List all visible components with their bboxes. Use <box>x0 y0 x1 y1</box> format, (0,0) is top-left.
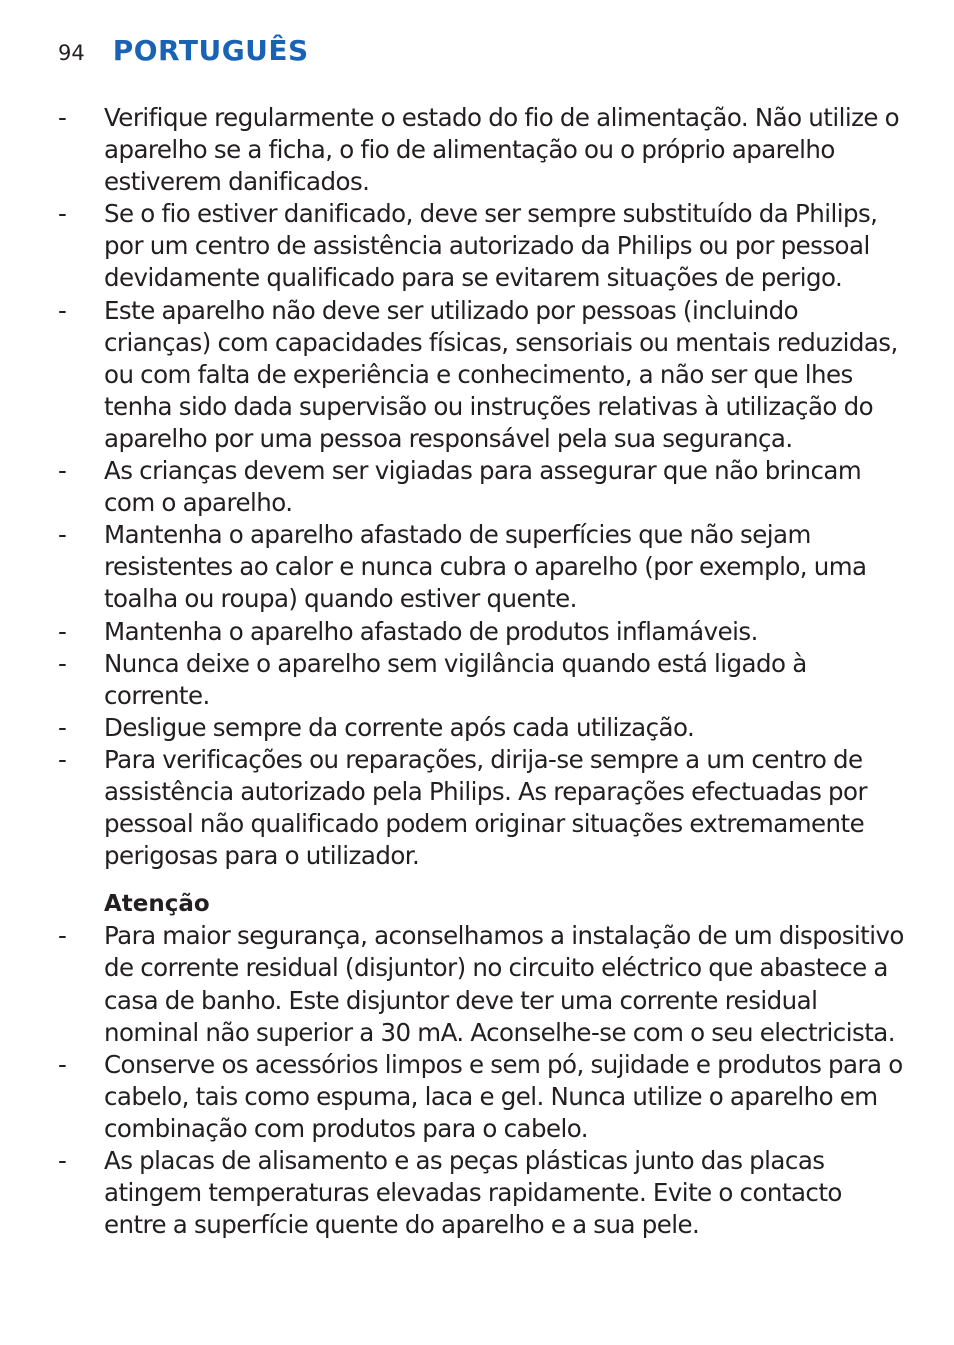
caution-list <box>58 920 908 1241</box>
bullet-dash: - <box>58 744 67 774</box>
list-item <box>58 744 908 872</box>
list-item-text: Para verificações ou reparações, dirija-se sempre a um centro de assistência autorizado pela Philips. As reparações efectuadas por pessoal não qualificado podem originar situações extremamente perigosas para o utilizador. <box>104 744 867 871</box>
list-item-text: Desligue sempre da corrente após cada utilização. <box>104 712 695 742</box>
bullet-dash: - <box>58 199 67 229</box>
list-item-text: Nunca deixe o aparelho sem vigilância quando está ligado à corrente. <box>104 648 807 710</box>
language-title: PORTUGUÊS <box>112 34 309 67</box>
list-item <box>58 198 908 294</box>
list-item-text: As crianças devem ser vigiadas para assegurar que não brincam com o aparelho. <box>104 456 862 518</box>
bullet-dash: - <box>58 295 67 325</box>
bullet-dash: - <box>58 921 67 951</box>
list-item-text: Este aparelho não deve ser utilizado por pessoas (incluindo crianças) com capacidades físicas, sensoriais ou mentais reduzidas, ou com falta de experiência e conhecimento, a não ser que lhes tenha sido dada supervisão ou instruções relativas à utilização do aparelho por uma pessoa responsável pela sua segurança. <box>104 295 898 453</box>
page-content <box>58 102 908 1241</box>
list-item-text: Mantenha o aparelho afastado de produtos inflamáveis. <box>104 616 758 646</box>
bullet-dash: - <box>58 103 67 132</box>
list-item-text: Se o fio estiver danificado, deve ser sempre substituído da Philips, por um centro de assistência autorizado da Philips ou por pessoal devidamente qualificado para se evitarem situações de perigo. <box>104 199 878 293</box>
list-item <box>58 616 908 648</box>
page-number: 94 <box>58 41 85 65</box>
list-item <box>58 1145 908 1241</box>
list-item <box>58 648 908 712</box>
attention-heading: Atenção <box>104 891 210 918</box>
list-item <box>58 455 908 519</box>
list-item <box>58 295 908 455</box>
bullet-dash: - <box>58 1049 67 1079</box>
list-item-text: Verifique regularmente o estado do fio de alimentação. Não utilize o aparelho se a ficha, o fio de alimentação ou o próprio aparelho estiverem danificados. <box>104 103 900 197</box>
page-header <box>58 34 309 74</box>
warning-list <box>58 102 908 872</box>
list-item-text: Para maior segurança, aconselhamos a instalação de um dispositivo de corrente residual (disjuntor) no circuito eléctrico que abastece a casa de banho. Este disjuntor deve ter uma corrente residual nominal não superior a 30 mA. Aconselhe-se com o seu electricista. <box>104 921 904 1047</box>
bullet-dash: - <box>58 520 67 550</box>
list-item <box>58 712 908 744</box>
list-item <box>58 519 908 615</box>
bullet-dash: - <box>58 648 67 678</box>
list-item-text: Conserve os acessórios limpos e sem pó, sujidade e produtos para o cabelo, tais como espuma, laca e gel. Nunca utilize o aparelho em combinação com produtos para o cabelo. <box>104 1049 903 1143</box>
list-item <box>58 920 908 1048</box>
bullet-dash: - <box>58 1146 67 1175</box>
list-item <box>58 102 908 198</box>
bullet-dash: - <box>58 456 67 486</box>
bullet-dash: - <box>58 616 67 646</box>
list-item-text: As placas de alisamento e as peças plásticas junto das placas atingem temperaturas elevadas rapidamente. Evite o contacto entre a superfície quente do aparelho e a sua pele. <box>104 1146 842 1240</box>
bullet-dash: - <box>58 712 67 742</box>
list-item-text: Mantenha o aparelho afastado de superfícies que não sejam resistentes ao calor e nunca cubra o aparelho (por exemplo, uma toalha ou roupa) quando estiver quente. <box>104 520 867 614</box>
list-item <box>58 1049 908 1145</box>
